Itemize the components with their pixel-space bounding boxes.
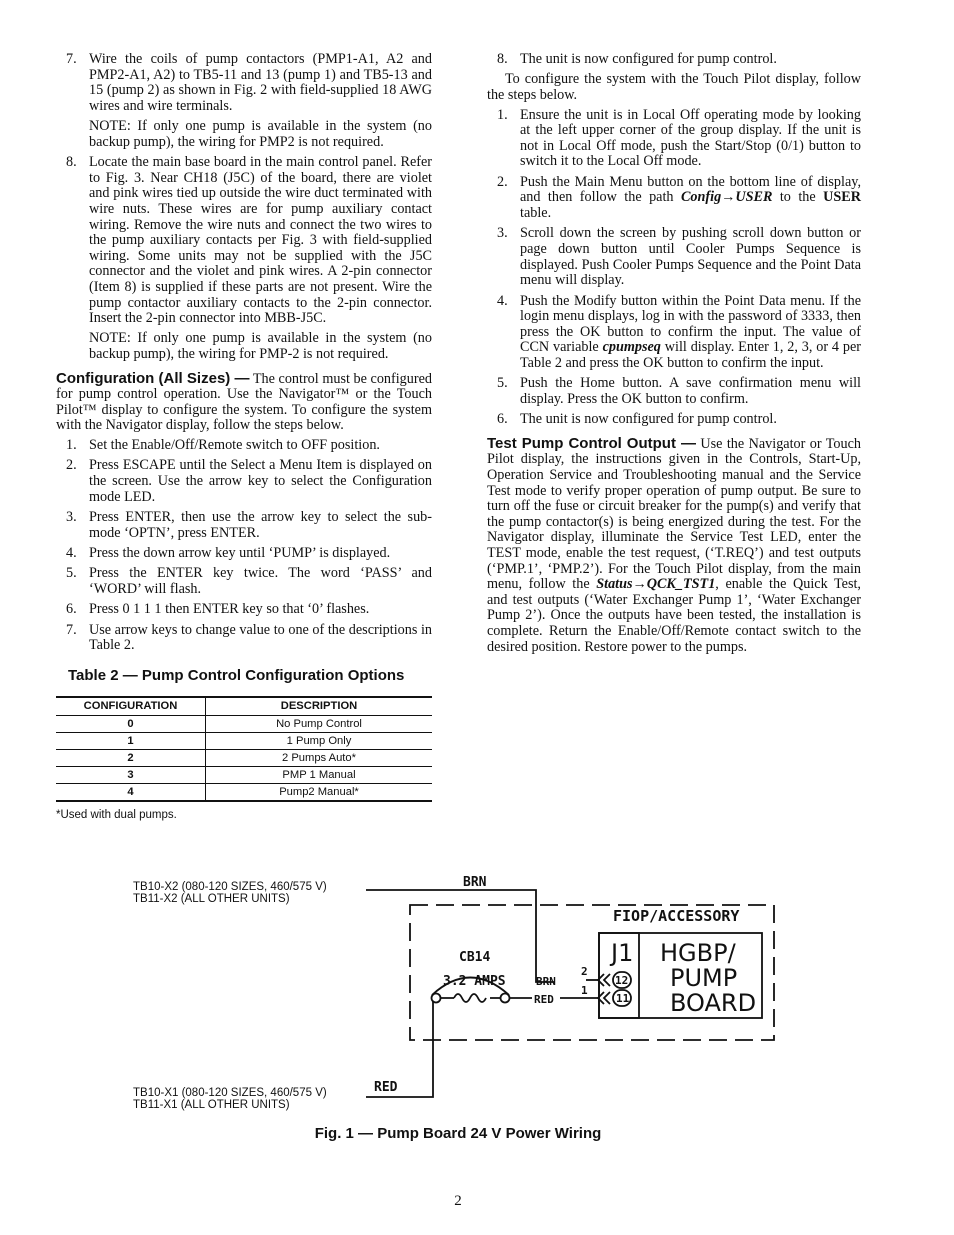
breaker-element bbox=[454, 994, 486, 1002]
list-item-number: 4. bbox=[66, 545, 77, 561]
list-item-number: 6. bbox=[66, 601, 77, 618]
list-item bbox=[56, 566, 432, 597]
j1-label: J1 bbox=[611, 939, 634, 967]
list-item-number: 8. bbox=[497, 51, 508, 67]
list-item-text: Wire the coils of pump contactors (PMP1-A1, A2 and PMP2-A1, A2) to TB5-11 and 13 (pump 1) and TB5-13 and 15 (pump 2) as shown in Fig. 2 with field-supplied 18 AWG wires and wire terminals. bbox=[89, 51, 432, 114]
terminal-label-bottom bbox=[133, 1087, 327, 1111]
board-label-line1: HGBP/ bbox=[660, 939, 736, 967]
terminal-label-top-2: TB11-X2 (ALL OTHER UNITS) bbox=[133, 893, 290, 905]
table-row bbox=[56, 715, 432, 732]
wiring-steps-a bbox=[56, 52, 432, 114]
table-row bbox=[56, 766, 432, 783]
red-wire bbox=[366, 1000, 433, 1097]
pin-number-2: 2 bbox=[581, 965, 588, 978]
list-item-text: Press ENTER, then use the arrow key to select the sub-mode ‘OPTN’, press ENTER. bbox=[89, 509, 432, 541]
description-cell: 1 Pump Only bbox=[206, 732, 433, 749]
list-item bbox=[56, 623, 432, 654]
test-paragraph bbox=[487, 436, 861, 655]
wiring-lines bbox=[366, 890, 774, 1097]
wiring-steps-b bbox=[56, 155, 432, 327]
brn-small-label: BRN bbox=[536, 975, 556, 988]
brn-top-label: BRN bbox=[463, 875, 487, 890]
j1-connector bbox=[599, 933, 639, 1018]
table-row bbox=[56, 749, 432, 766]
board-label-line3: BOARD bbox=[670, 989, 757, 1017]
config-text: The control must be configured for pump control operation. Use the Navigator™ or the Touch Pilot™ display to configure the system. To configure the system with the Navigator display, follow the steps below. bbox=[56, 370, 432, 434]
list-item-number: 3. bbox=[497, 225, 508, 242]
pin-11-label: 11 bbox=[616, 992, 630, 1005]
list-item-number: 4. bbox=[497, 292, 508, 309]
list-item-number: 1. bbox=[66, 437, 77, 454]
list-item-path-b: USER bbox=[735, 189, 773, 206]
list-item bbox=[56, 602, 432, 618]
terminal-label-bottom-1: TB10-X1 (080-120 SIZES, 460/575 V) bbox=[133, 1087, 327, 1099]
list-item-text: Press ESCAPE until the Select a Menu Item is displayed on the screen. Use the arrow key to select the Configuration mode LED. bbox=[89, 457, 432, 505]
right-column bbox=[487, 52, 861, 659]
table-footnote: *Used with dual pumps. bbox=[56, 808, 177, 821]
col-header-configuration: CONFIGURATION bbox=[56, 697, 206, 716]
list-item-pre: Push the Modify button within the Point Data menu. If the login menu displays, log in with the password of 3333, then press the OK button to confirm the input. The value of CCN variable bbox=[520, 292, 861, 356]
config-cell: 2 bbox=[56, 749, 206, 766]
list-item bbox=[56, 546, 432, 562]
list-item-number: 2. bbox=[66, 457, 77, 474]
page-number: 2 bbox=[454, 1193, 462, 1209]
list-item-var: cpumpseq bbox=[602, 339, 661, 356]
list-item-number: 8. bbox=[66, 154, 77, 171]
list-item-text: Ensure the unit is in Local Off operating mode by looking at the left upper corner of the group display. If the unit is not in Local Off mode, push the Start/Stop (0/1) button to switch it to the Local Off mode. bbox=[520, 106, 861, 170]
list-item-pre: Push the Main Menu button on the bottom line of display, and then follow the path bbox=[520, 173, 861, 206]
amps-label: 3.2 AMPS bbox=[443, 974, 506, 989]
description-cell: PMP 1 Manual bbox=[206, 766, 433, 783]
pin-12-label: 12 bbox=[615, 974, 629, 987]
description-cell: Pump2 Manual* bbox=[206, 783, 433, 801]
list-item-bold: USER bbox=[823, 189, 861, 206]
list-item bbox=[487, 412, 861, 428]
list-item-text: Scroll down the screen by pushing scroll down button or page down button until Cooler Pumps Sequence is displayed. Push Cooler Pumps Sequence and the Point Data menu will display. bbox=[520, 225, 861, 289]
pump-board-outline bbox=[599, 933, 762, 1018]
list-item bbox=[56, 510, 432, 541]
table-caption: Table 2 — Pump Control Configuration Options bbox=[68, 666, 405, 684]
list-item-text: Push the Home button. A save confirmation menu will display. Press the OK button to confirm. bbox=[520, 375, 861, 407]
description-cell: 2 Pumps Auto* bbox=[206, 749, 433, 766]
list-item-text: Locate the main base board in the main control panel. Refer to Fig. 3. Near CH18 (J5C) of the board, there are violet and pink wires tied up outside the wire duct terminated with wire nuts. These wires are for pump auxiliary contact wiring. Remove the wire nuts and connect the two wires to the pump auxiliary contacts per Fig. 3 with field-supplied wiring. Some units may not be supplied with the J5C connector and the violet and pink wires. A 2-pin connector (Item 8) is supplied if these parts are not present. Wire the pump contactor auxiliary contacts to the 2-pin connector. Insert the 2-pin connector into MBB-J5C. bbox=[89, 154, 432, 327]
table-row bbox=[56, 732, 432, 749]
table-row bbox=[56, 783, 432, 801]
list-item bbox=[487, 175, 861, 222]
config-heading: Configuration (All Sizes) — bbox=[56, 369, 250, 387]
left-column bbox=[56, 52, 432, 823]
list-item-text: Press 0 1 1 1 then ENTER key so that ‘0’ flashes. bbox=[89, 601, 370, 618]
red-bottom-label: RED bbox=[374, 1080, 398, 1095]
config-cell: 3 bbox=[56, 766, 206, 783]
list-item-arrow: → bbox=[721, 189, 736, 206]
brn-wire bbox=[366, 890, 554, 982]
description-cell: No Pump Control bbox=[206, 715, 433, 732]
step-8-configured bbox=[487, 52, 861, 68]
note-pmp2: NOTE: If only one pump is available in the system (no backup pump), the wiring for PMP2 is not required. bbox=[89, 118, 432, 150]
list-item bbox=[56, 52, 432, 114]
terminal-label-top-1: TB10-X2 (080-120 SIZES, 460/575 V) bbox=[133, 881, 327, 893]
list-item-path-a: Config bbox=[680, 189, 722, 206]
list-item-text: Use arrow keys to change value to one of the descriptions in Table 2. bbox=[89, 621, 432, 654]
pin-11-chevron bbox=[598, 992, 610, 1004]
list-item-number: 2. bbox=[497, 173, 508, 190]
board-label-line2: PUMP bbox=[670, 964, 738, 992]
note-pmp-2: NOTE: If only one pump is available in the system (no backup pump), the wiring for PMP-2 is not required. bbox=[89, 330, 432, 363]
list-item-post: will display. Enter 1, 2, 3, or 4 per Table 2 and press the OK button to confirm the input. bbox=[520, 339, 861, 371]
list-item-number: 5. bbox=[497, 375, 508, 392]
list-item bbox=[487, 376, 861, 407]
list-item-post: table. bbox=[520, 204, 552, 221]
red-small-label: RED bbox=[534, 993, 554, 1006]
list-item bbox=[487, 52, 861, 68]
test-path-qck: QCK_TST1 bbox=[646, 576, 716, 593]
list-item-number: 5. bbox=[66, 565, 77, 582]
list-item-mid: to the bbox=[772, 189, 824, 206]
navigator-steps bbox=[56, 438, 432, 654]
list-item bbox=[56, 155, 432, 327]
pin-12-chevron bbox=[598, 974, 610, 986]
test-text-b: , enable the Quick Test, and test outputs (‘Water Exchanger Pump 1’, ‘Water Exchanger Pump 2’). Once the outputs have been tested, the installation is complete. Return the Enable/Off/Remote contact switch to the desired position. Restore power to the pumps. bbox=[487, 576, 861, 655]
list-item bbox=[56, 458, 432, 505]
fiop-dashed-box bbox=[410, 905, 774, 1040]
config-cell: 4 bbox=[56, 783, 206, 801]
table-header-row bbox=[56, 697, 432, 716]
list-item-number: 7. bbox=[66, 621, 77, 638]
list-item-number: 7. bbox=[66, 51, 77, 67]
breaker-arc bbox=[432, 978, 509, 996]
config-cell: 0 bbox=[56, 715, 206, 732]
list-item-number: 6. bbox=[497, 411, 508, 428]
list-item-text: Set the Enable/Off/Remote switch to OFF position. bbox=[89, 437, 380, 454]
list-item-text: The unit is now configured for pump control. bbox=[520, 411, 777, 428]
list-item bbox=[56, 438, 432, 454]
pin-number-1: 1 bbox=[581, 984, 588, 997]
test-path-arrow: → bbox=[632, 576, 647, 593]
list-item bbox=[487, 226, 861, 288]
test-path-status: Status bbox=[596, 576, 633, 593]
terminal-label-bottom-2: TB11-X1 (ALL OTHER UNITS) bbox=[133, 1099, 290, 1111]
cb14-label: CB14 bbox=[459, 950, 491, 965]
fiop-label: FIOP/ACCESSORY bbox=[613, 907, 740, 925]
test-heading: Test Pump Control Output — bbox=[487, 434, 696, 452]
pump-config-table bbox=[56, 696, 432, 802]
touch-pilot-steps bbox=[487, 108, 861, 428]
list-item-text: Press the ENTER key twice. The word ‘PASS’ and ‘WORD’ will flash. bbox=[89, 565, 432, 597]
list-item-text: The unit is now configured for pump control. bbox=[520, 51, 777, 67]
touch-pilot-intro: To configure the system with the Touch Pilot display, follow the steps below. bbox=[487, 71, 861, 103]
list-item-number: 1. bbox=[497, 106, 508, 123]
config-paragraph bbox=[56, 371, 432, 434]
list-item bbox=[487, 108, 861, 170]
list-item bbox=[487, 294, 861, 372]
list-item-number: 3. bbox=[66, 509, 77, 526]
figure-caption: Fig. 1 — Pump Board 24 V Power Wiring bbox=[314, 1125, 602, 1142]
list-item-text: Press the down arrow key until ‘PUMP’ is displayed. bbox=[89, 545, 391, 561]
col-header-description: DESCRIPTION bbox=[206, 697, 433, 716]
terminal-label-top bbox=[133, 881, 327, 905]
config-cell: 1 bbox=[56, 732, 206, 749]
test-text-a: Use the Navigator or Touch Pilot display, the instructions given in the Controls, Start-Up, Operation Service and Troubleshooting manual and the Service Test mode to verify proper operation of pump output. Be sure to turn off the fuse or circuit breaker for the pump(s) and verify that the pump contactor(s) is being energized during the test. For the Navigator display, illuminate the Service Test LED, enter the TEST mode, enable the test request, (‘T.REQ’) and test outputs (‘PMP.1’, ‘PMP.2’). For the Touch Pilot display, from the main menu, follow the bbox=[487, 435, 861, 593]
